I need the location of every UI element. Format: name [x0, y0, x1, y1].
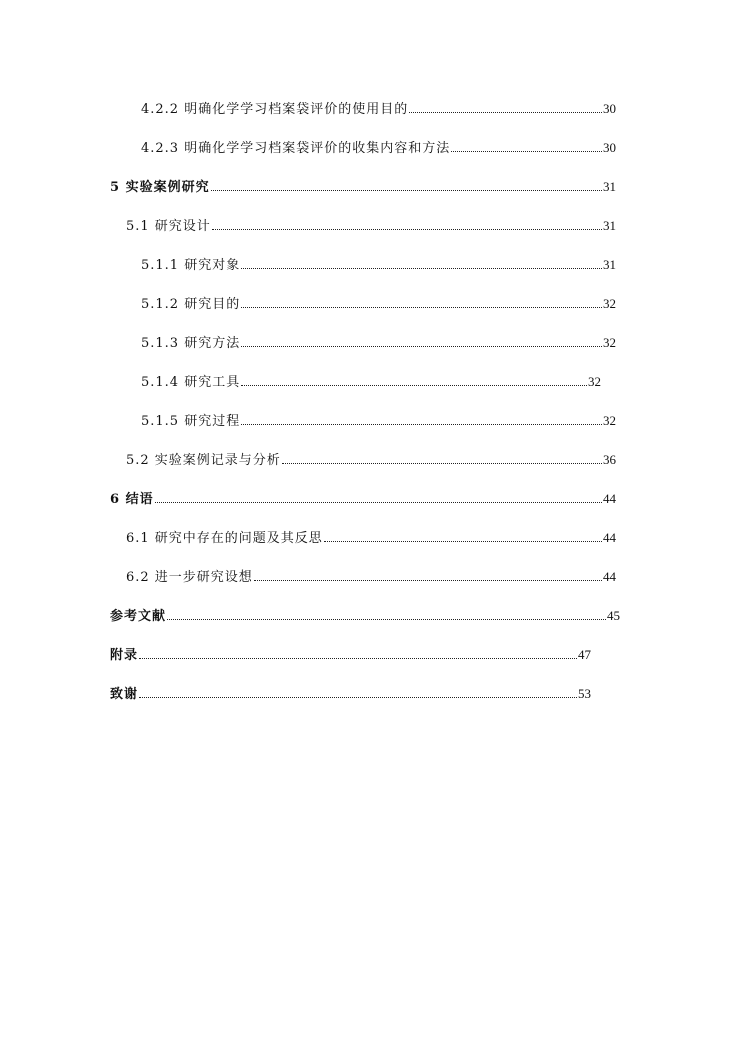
toc-entry-page: 31: [603, 257, 616, 272]
dot-leader: [282, 451, 602, 464]
toc-entry-5-2[interactable]: [126, 451, 616, 469]
toc-entry-6-2[interactable]: [126, 568, 616, 586]
toc-entry-title: 4.2.3 明确化学学习档案袋评价的收集内容和方法: [141, 141, 451, 156]
toc-entry-4-2-2[interactable]: [141, 100, 616, 118]
dot-leader: [409, 100, 602, 113]
toc-entry-5-1-4[interactable]: [141, 373, 601, 391]
toc-entry-title: 致谢: [110, 687, 139, 702]
toc-entry-title: 5.1.1 研究对象: [141, 258, 241, 273]
toc-entry-page: 44: [603, 491, 616, 506]
toc-entry-6[interactable]: [110, 490, 616, 508]
toc-entry-5-1-2[interactable]: [141, 295, 616, 313]
dot-leader: [241, 334, 602, 347]
dot-leader: [254, 568, 602, 581]
toc-entry-5-1-3[interactable]: [141, 334, 616, 352]
toc-entry-5-1[interactable]: [126, 217, 616, 235]
toc-entry-title: 6.2 进一步研究设想: [126, 570, 253, 585]
toc-entry-title: 5.1.4 研究工具: [141, 375, 241, 390]
toc-entry-acknowledgements[interactable]: [110, 685, 591, 703]
dot-leader: [211, 178, 602, 191]
toc-entry-title: 附录: [110, 648, 139, 663]
toc-entry-appendix[interactable]: [110, 646, 591, 664]
toc-entry-5[interactable]: [110, 178, 616, 196]
dot-leader: [451, 139, 602, 152]
dot-leader: [155, 490, 602, 503]
toc-entry-page: 30: [603, 140, 616, 155]
toc-entry-title: 5.1.5 研究过程: [141, 414, 241, 429]
toc-entry-page: 45: [607, 608, 620, 623]
toc-entry-6-1[interactable]: [126, 529, 616, 547]
toc-entry-page: 32: [588, 374, 601, 389]
toc-entry-title: 6 结语: [110, 492, 154, 507]
toc-entry-page: 32: [603, 335, 616, 350]
toc-entry-references[interactable]: [110, 607, 620, 625]
toc-entry-5-1-5[interactable]: [141, 412, 616, 430]
dot-leader: [139, 646, 577, 659]
dot-leader: [324, 529, 602, 542]
toc-entry-page: 53: [578, 686, 591, 701]
toc-entry-page: 32: [603, 413, 616, 428]
toc-entry-page: 44: [603, 569, 616, 584]
toc-entry-title: 4.2.2 明确化学学习档案袋评价的使用目的: [141, 102, 409, 117]
toc-entry-5-1-1[interactable]: [141, 256, 616, 274]
toc-entry-page: 30: [603, 101, 616, 116]
toc-entry-title: 参考文献: [110, 609, 167, 624]
toc-entry-title: 5.2 实验案例记录与分析: [126, 453, 281, 468]
toc-entry-page: 36: [603, 452, 616, 467]
toc-entry-page: 31: [603, 218, 616, 233]
toc-entry-4-2-3[interactable]: [141, 139, 616, 157]
toc-entry-page: 44: [603, 530, 616, 545]
dot-leader: [241, 256, 602, 269]
toc-entry-page: 31: [603, 179, 616, 194]
toc-entry-title: 5.1.2 研究目的: [141, 297, 241, 312]
toc-entry-title: 6.1 研究中存在的问题及其反思: [126, 531, 323, 546]
toc-entry-page: 32: [603, 296, 616, 311]
dot-leader: [212, 217, 602, 230]
dot-leader: [167, 607, 606, 620]
dot-leader: [139, 685, 577, 698]
toc-entry-title: 5.1 研究设计: [126, 219, 211, 234]
toc-entry-page: 47: [578, 647, 591, 662]
toc-entry-title: 5.1.3 研究方法: [141, 336, 241, 351]
dot-leader: [241, 295, 602, 308]
dot-leader: [241, 373, 587, 386]
toc-entry-title: 5 实验案例研究: [110, 180, 210, 195]
dot-leader: [241, 412, 602, 425]
